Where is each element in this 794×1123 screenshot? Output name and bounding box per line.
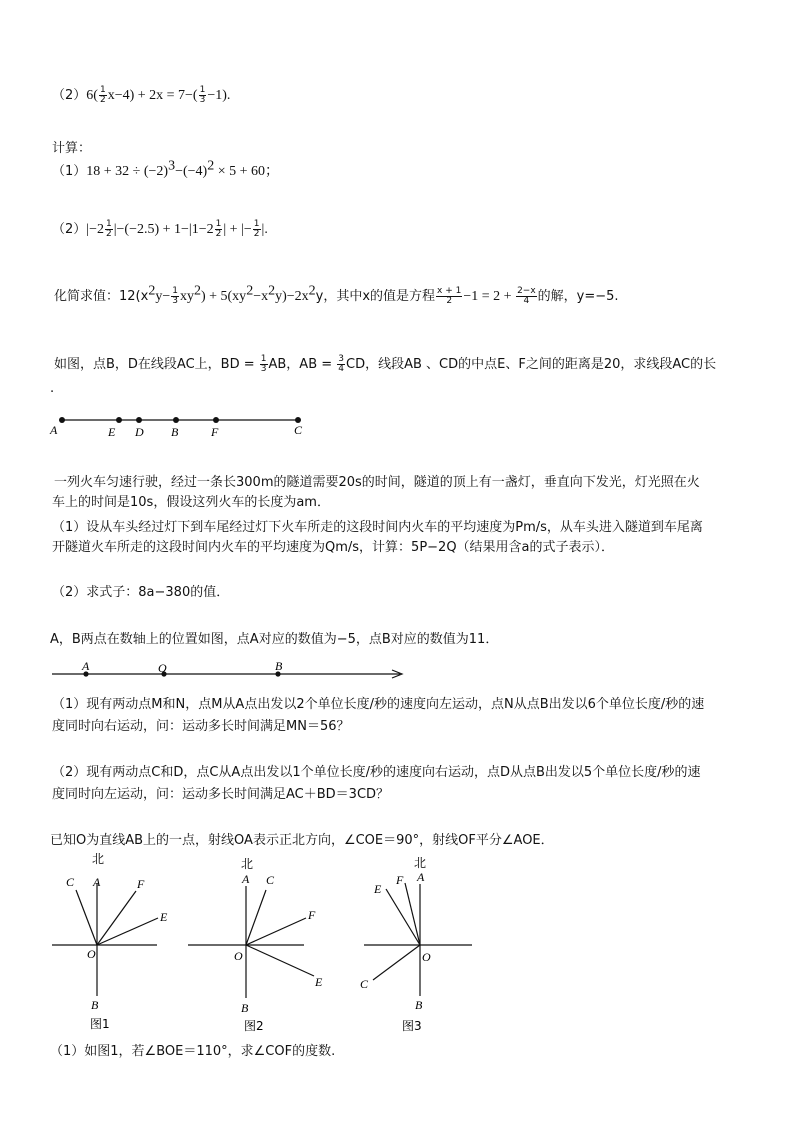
svg-text:O: O — [234, 949, 243, 963]
angle-figure-2 — [186, 848, 336, 1038]
figure-1-caption: 图1 — [90, 1017, 110, 1031]
figure-2-caption: 图2 — [244, 1019, 264, 1033]
simplify-line: 化简求值：$12(x^2y-$ $\frac{1}{3}$ $xy^2) + 5(xy^2-x^2y)-2x^2y$，其中x的值是方程 $\frac{x + 1}{2}$ −1 = 2 + $\frac{2-x}{4}$ 的解，y=−5. — [54, 283, 619, 306]
calc-q2: （2）|−2 $\frac{1}{2}$ |−(−2.5) + 1−|1−2 $\frac{1}{2}$ | + |− $\frac{1}{2}$ |. — [52, 219, 268, 239]
fraction: $\frac{1}{2}$ — [99, 85, 106, 105]
angle-figure-3 — [356, 848, 496, 1038]
train-line-4: 开隧道火车所走的这段时间内火车的平均速度为Qm/s，计算：5P−2Q（结果用含a的式子表示）． — [52, 540, 615, 555]
angles-q1: （1）如图1，若∠BOE＝110°，求∠COF的度数. — [50, 1044, 336, 1059]
numline-line-2: （1）现有两动点M和N，点M从A点出发以2个单位长度/秒的速度向左运动，点N从点B出发以6个单位长度/秒的速 — [52, 697, 705, 712]
svg-text:E: E — [374, 882, 382, 896]
svg-text:C: C — [266, 873, 275, 887]
segment-line: 如图，点B，D在线段AC上，BD = $\frac{1}{3}$ AB，AB = $\frac{3}{4}$ CD，线段AB 、CD的中点E、F之间的距离是20，求线段AC的长 — [54, 354, 717, 374]
label-C: C — [294, 423, 303, 437]
svg-text:E: E — [315, 975, 323, 989]
svg-text:B: B — [415, 998, 423, 1012]
north-label: 北 — [92, 852, 105, 866]
calc-q1: $(1)18 + 32 \div (-2)^3-(-4)^2 \times 5 + 60$； — [52, 158, 280, 179]
svg-text:B: B — [91, 998, 99, 1012]
train-line-2: 车上的时间是10s，假设这列火车的长度为am． — [52, 495, 330, 510]
segment-figure — [40, 410, 360, 440]
svg-text:F: F — [396, 873, 404, 887]
number-line-figure — [48, 658, 418, 688]
svg-text:A: A — [93, 875, 101, 889]
label-D: D — [135, 425, 144, 439]
fraction: $\frac{1}{3}$ — [199, 85, 206, 105]
label-E: E — [108, 425, 116, 439]
segment-period: . — [50, 381, 55, 396]
numline-line-1: A，B两点在数轴上的位置如图，点A对应的数值为−5，点B对应的数值为11． — [50, 632, 499, 647]
figure-3-caption: 图3 — [402, 1019, 422, 1033]
angle-figure-1 — [44, 848, 174, 1038]
angles-line-1: 已知O为直线AB上的一点，射线OA表示正北方向，∠COE＝90°，射线OF平分∠AOE． — [50, 833, 554, 848]
svg-text:F: F — [137, 877, 145, 891]
svg-text:C: C — [360, 977, 369, 991]
numline-label-B: B — [275, 659, 283, 673]
numline-line-4: （2）现有两动点C和D，点C从A点出发以1个单位长度/秒的速度向右运动，点D从点B出发以5个单位长度/秒的速 — [52, 765, 701, 780]
train-line-1: 一列火车匀速行驶，经过一条长300m的隧道需要20s的时间，隧道的顶上有一盏灯，垂直向下发光，灯光照在火 — [54, 475, 700, 490]
svg-text:北: 北 — [414, 856, 427, 870]
label-F: F — [211, 425, 219, 439]
svg-text:C: C — [66, 875, 75, 889]
label-B: B — [171, 425, 179, 439]
svg-text:O: O — [422, 950, 431, 964]
numline-line-3: 度同时向右运动，问：运动多长时间满足MN＝56？ — [52, 719, 350, 734]
svg-text:北: 北 — [241, 857, 254, 871]
calc-title: 计算： — [52, 141, 92, 156]
svg-text:O: O — [87, 947, 96, 961]
svg-text:A: A — [417, 870, 425, 884]
train-line-3: （1）设从车头经过灯下到车尾经过灯下火车所走的这段时间内火车的平均速度为Pm/s，从车头进入隧道到车尾离 — [52, 520, 703, 535]
numline-line-5: 度同时向左运动，问：运动多长时间满足AC＋BD＝3CD？ — [52, 787, 390, 802]
svg-text:E: E — [160, 910, 168, 924]
train-line-5: （2）求式子：8a−380的值． — [52, 585, 230, 600]
numline-label-A: A — [82, 659, 90, 673]
svg-text:A: A — [242, 872, 250, 886]
svg-text:B: B — [241, 1001, 249, 1015]
equation-line: （2）6( $\frac{1}{2}$ x−4) + 2x = 7−( $\frac{1}{3}$ −1). — [52, 85, 231, 105]
numline-label-O: O — [158, 661, 167, 675]
svg-text:F: F — [308, 908, 316, 922]
label-A: A — [50, 423, 58, 437]
